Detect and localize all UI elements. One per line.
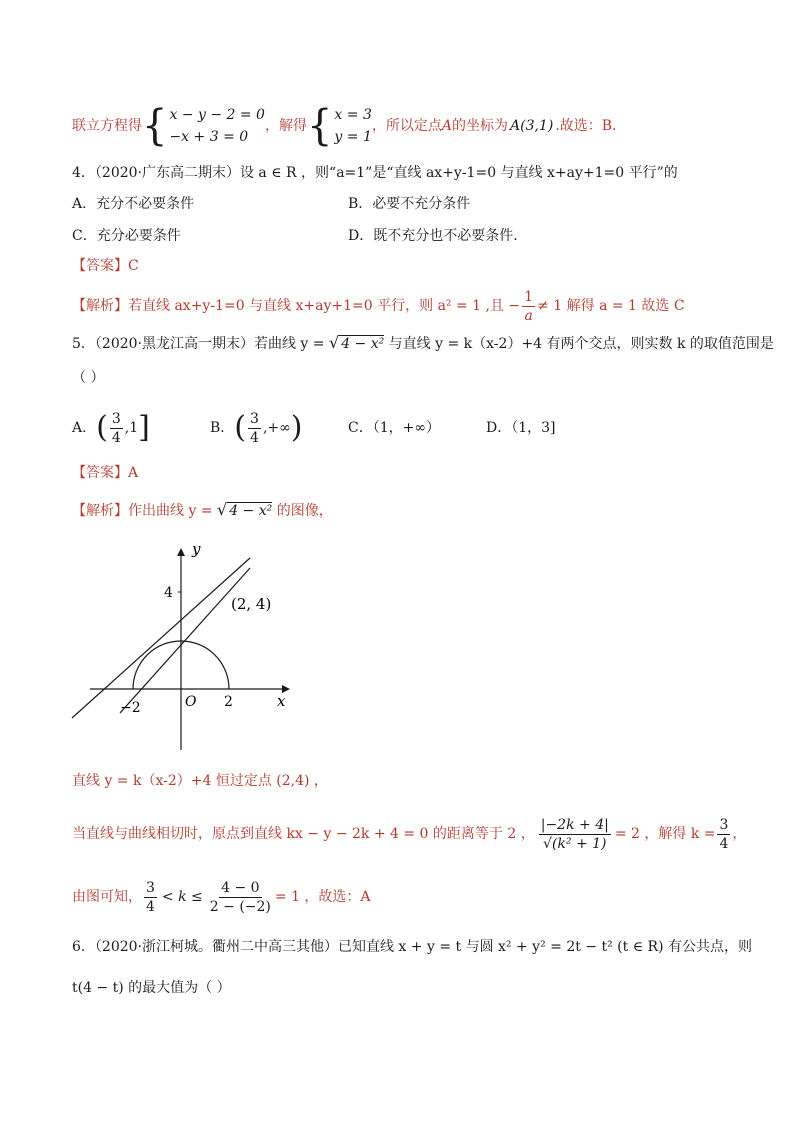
k-fraction: $\frac{3}{4}$	[719, 816, 729, 852]
x-label: x	[277, 692, 286, 710]
q5-option-a: A． ( $\frac{3}{4}$ ,1 ]	[72, 410, 150, 446]
solution-line-q3	[72, 101, 617, 151]
text: ，所以定点	[371, 118, 442, 134]
text: 联立方程得	[72, 118, 142, 134]
tick-2: 2	[224, 694, 233, 710]
analysis-text: ≠ 1 解得 a = 1 故选 C	[537, 298, 685, 314]
sqrt-content: 4 − x²	[341, 336, 385, 352]
secant-line	[120, 568, 250, 713]
answer-label: 【答案】	[72, 258, 128, 274]
coordinate: A(3,1)	[510, 118, 554, 134]
equation: −x + 3 = 0	[169, 129, 249, 145]
equation: y = 1	[334, 129, 372, 145]
y-axis-arrow	[177, 548, 185, 556]
q5-option-d: D．（1，3]	[486, 420, 556, 436]
q4-stem: 4．（2020·广东高二期末）设 a ∈ R ，则“a=1”是“直线 ax+y-1=0 与直线 x+ay+1=0 平行”的	[72, 165, 678, 181]
q5-option-b: B． ( $\frac{3}{4}$ ,+∞ )	[210, 410, 303, 446]
point-a: A	[441, 118, 452, 134]
fraction: $\frac{3}{4}$	[146, 879, 155, 915]
tick-4: 4	[164, 585, 173, 601]
text: 的坐标为	[452, 118, 508, 134]
equation: x − y − 2 = 0	[169, 107, 265, 123]
point-label: (2, 4)	[231, 595, 272, 613]
q4-analysis	[72, 286, 685, 326]
equation-system-1: { x − y − 2 = 0 −x + 3 = 0	[142, 101, 265, 151]
y-label: y	[192, 540, 201, 558]
graph-figure	[68, 538, 308, 758]
fraction: $\frac{4 - 0}{2 - (-2)}$	[209, 879, 271, 915]
q6-line1: 6．（2020·浙江柯城。衢州二中高三其他）已知直线 x + y = t 与圆 x² + y² = 2t − t² (t ∈ R) 有公共点，则	[72, 939, 752, 955]
q5-stem: 5．（2020·黑龙江高一期末）若曲线 y = √ 4 − x² 与直线 y = k（x-2）+4 有两个交点，则实数 k 的取值范围是	[72, 333, 774, 352]
q5-answer: 【答案】A	[72, 465, 139, 481]
q4-option-d: D．既不充分也不必要条件.	[348, 228, 518, 244]
analysis-label: 【解析】	[72, 298, 128, 314]
q5-analysis-line3: 由图可知， $\frac{3}{4}$ < k ≤ $\frac{4 - 0}{2 - (-2)}$ = 1 ，故选：A	[72, 879, 371, 915]
distance-fraction: $\frac{|-2k + 4|}{\text{√(k² + 1)}}$	[540, 816, 609, 852]
q5-option-c: C．（1，+∞）	[348, 420, 441, 436]
q4-answer	[72, 256, 139, 276]
q5-analysis: 【解析】作出曲线 y = √ 4 − x² 的图像，	[72, 500, 333, 519]
q5-analysis-line1: 直线 y = k（x-2）+4 恒过定点 (2,4) ，	[72, 773, 328, 789]
tick-neg2: −2	[120, 700, 141, 716]
q6-line2: t(4 − t) 的最大值为（ ）	[72, 980, 231, 996]
answer-value: C	[128, 258, 139, 274]
q5-blank: （ ）	[72, 370, 105, 386]
text: ，解得	[264, 118, 307, 134]
origin-label: O	[185, 694, 197, 710]
fraction: $\frac{1}{a}$	[524, 288, 534, 324]
q4-option-c: C．充分必要条件	[72, 228, 181, 244]
q4-option-b: B．必要不充分条件	[348, 196, 471, 212]
equation-system-2: { x = 3 y = 1	[306, 101, 372, 151]
analysis-text: 若直线 ax+y-1=0 与直线 x+ay+1=0 平行，则 a² = 1 ,且 −	[128, 298, 521, 314]
q5-analysis-line2: 当直线与曲线相切时，原点到直线 kx − y − 2k + 4 = 0 的距离等于 2 ， $\frac{|-2k + 4|}{\text{√(k² + 1)}}$ = 2 ，解得 k = $\frac{3}{4}$ ，	[72, 816, 747, 852]
text: .故选：B.	[555, 118, 617, 134]
equation: x = 3	[334, 107, 372, 123]
q4-option-a: A．充分不必要条件	[72, 196, 195, 212]
